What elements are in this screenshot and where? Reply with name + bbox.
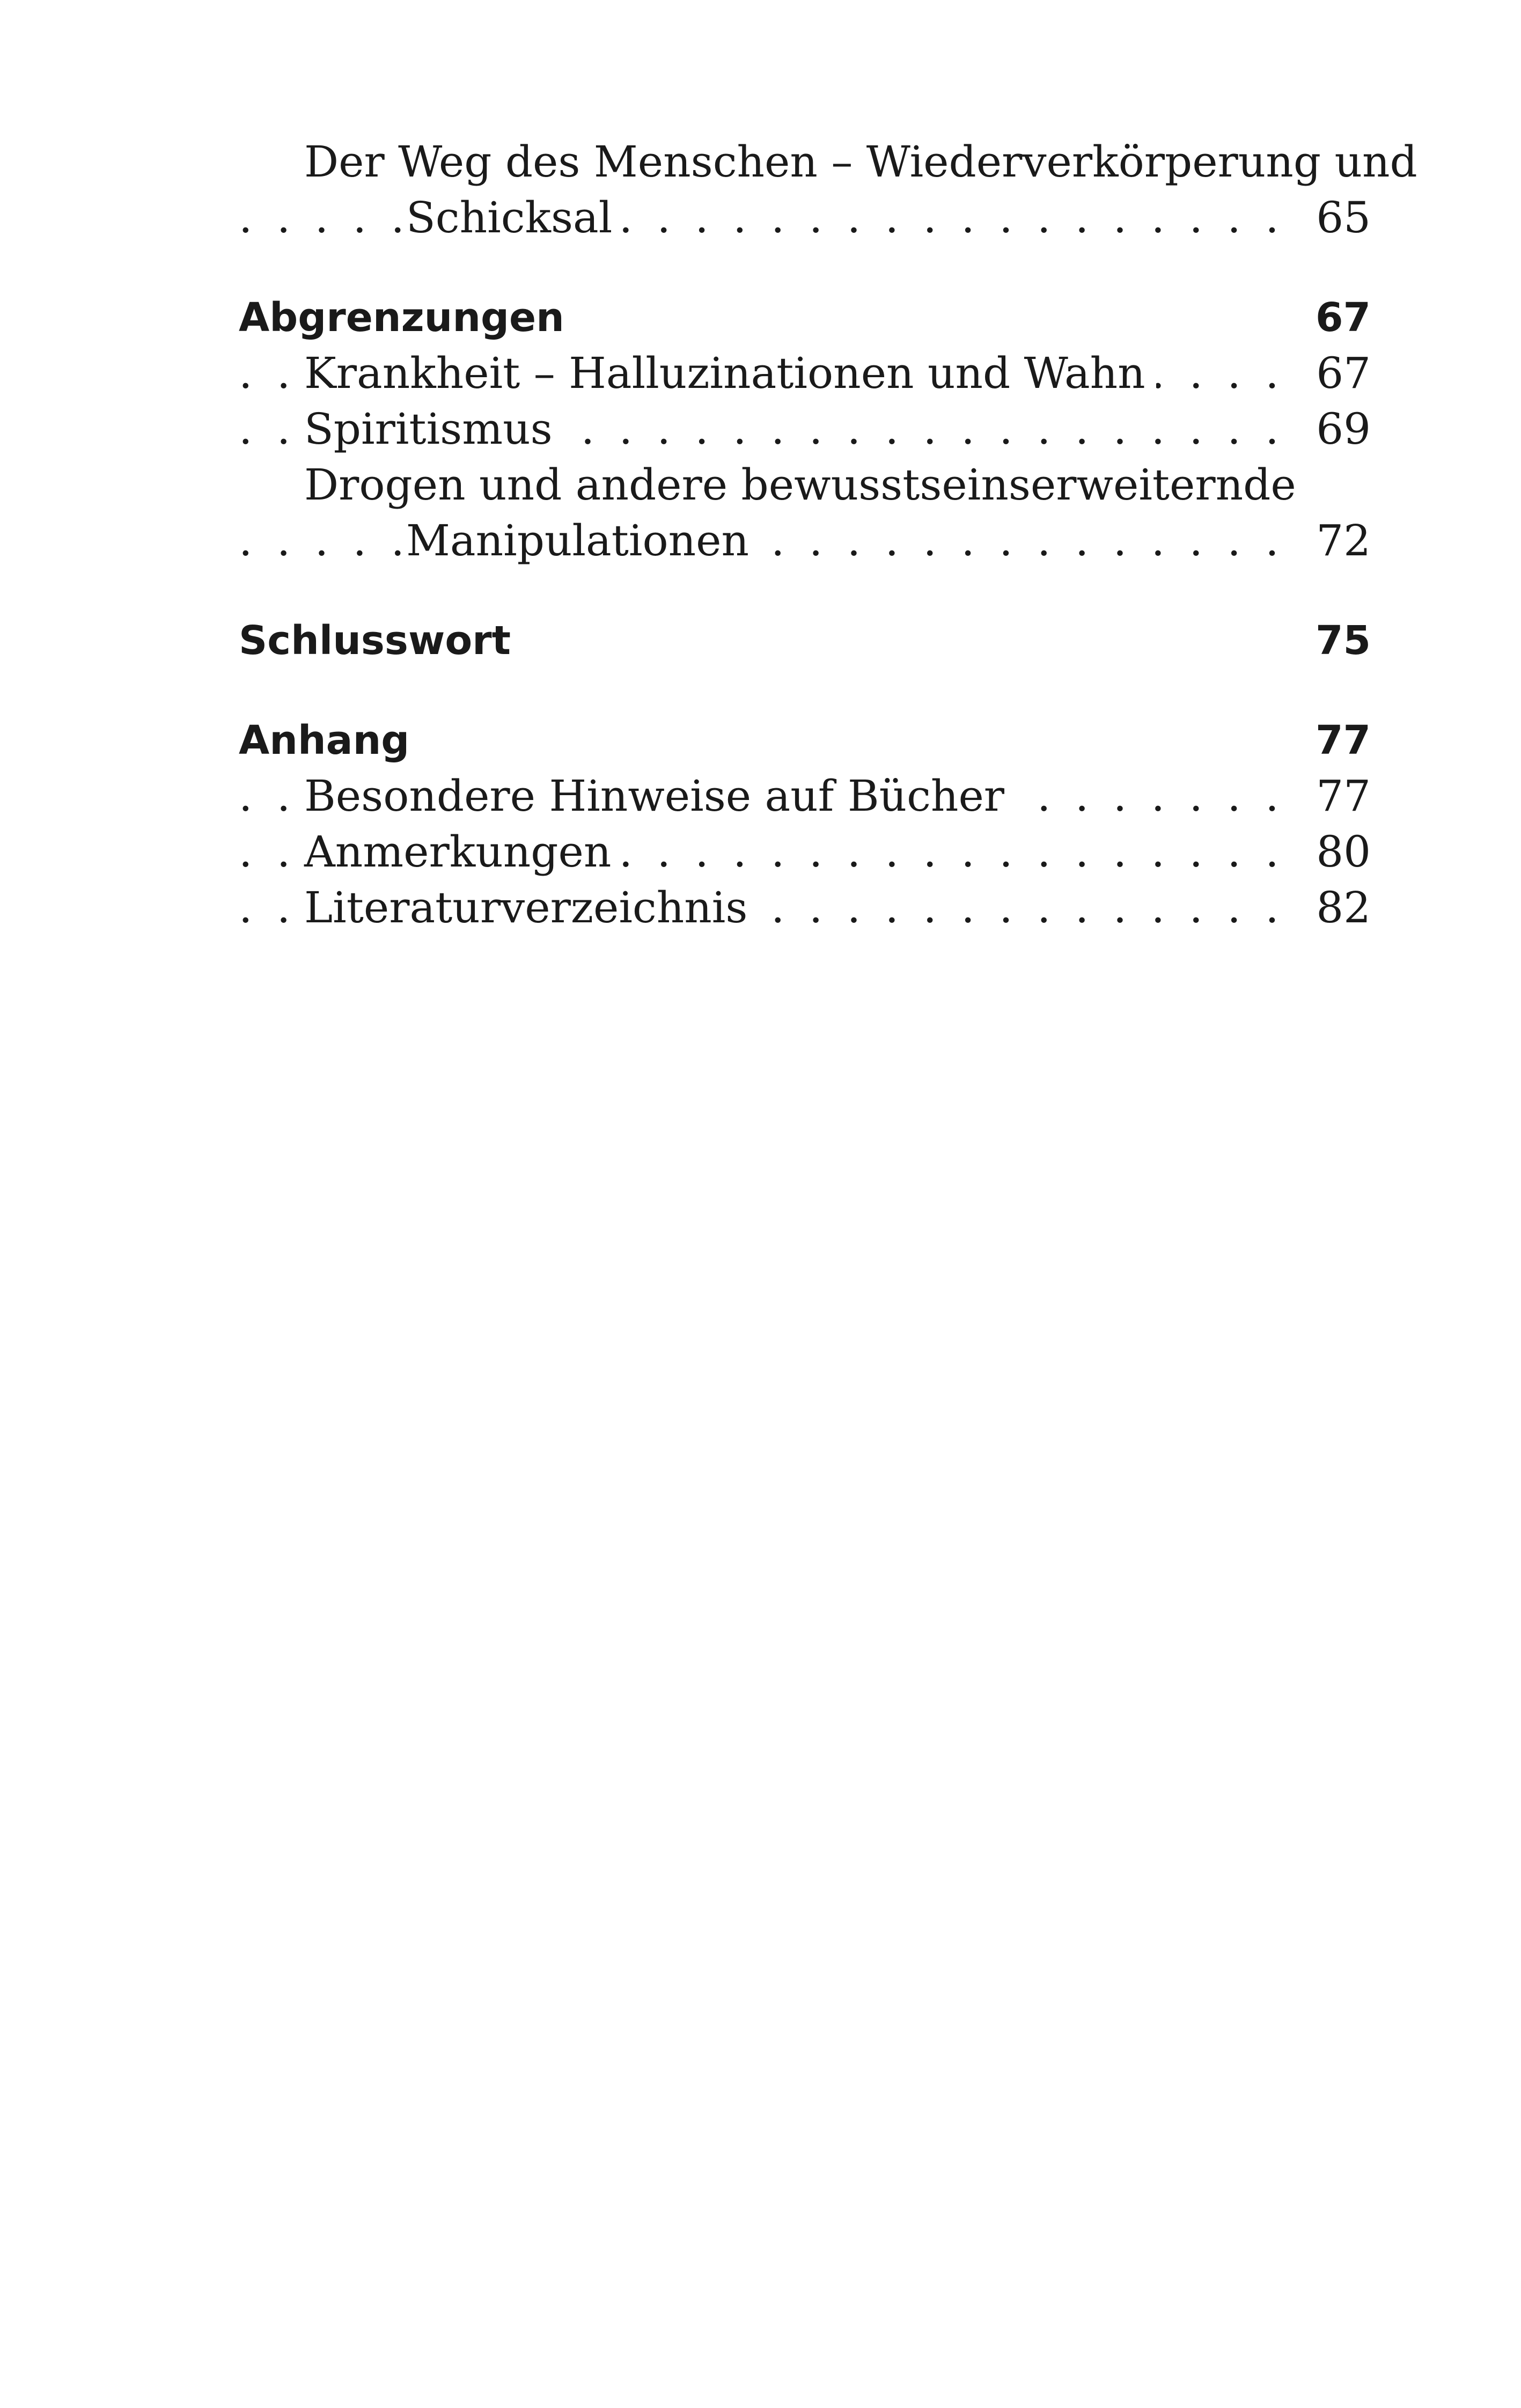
toc-page-number: 77 [1303,768,1371,824]
toc-page-number: 69 [1303,401,1371,457]
toc-page-number: 72 [1303,513,1371,569]
toc-section-page-number: 77 [1316,717,1371,763]
toc-entry-label: Der Weg des Menschen – Wiederverkörperung und [304,137,1428,187]
toc-entry-label: Krankheit – Halluzinationen und Wahn [304,348,1156,398]
toc-entry-label: Literaturverzeichnis [304,883,758,933]
toc-section-title: Schlusswort [239,618,511,664]
toc-section-page-number: 67 [1316,295,1371,341]
toc-entry-anmerkungen[interactable] [239,824,1371,880]
toc-section-schlusswort[interactable] [239,613,1371,669]
toc-entry-label: Spiritismus [304,404,563,454]
toc-entry-label: Drogen und andere bewusstseinserweiternde [304,460,1307,510]
toc-section-anhang[interactable] [239,713,1371,768]
dot-leader [239,513,1290,569]
toc-entry-hinweise[interactable] [239,768,1371,824]
dot-leader [239,190,1290,246]
toc-section-abgrenzungen[interactable] [239,290,1371,346]
toc-entry-drogen-line2[interactable] [239,513,1371,569]
toc-page-number: 67 [1303,346,1371,401]
toc-entry-drogen-line1 [239,457,1371,513]
toc-entry-literaturverzeichnis[interactable] [239,880,1371,936]
toc-entry-label: Manipulationen [406,516,760,566]
toc-entry-label: Besondere Hinweise auf Bücher [304,771,1015,821]
toc-section-title: Anhang [239,717,410,763]
toc-page-number: 65 [1303,190,1371,246]
toc-page-number: 80 [1303,824,1371,880]
toc-entry-krankheit[interactable] [239,346,1371,401]
toc-page-number: 82 [1303,880,1371,936]
table-of-contents [239,134,1417,936]
toc-entry-spiritismus[interactable] [239,401,1371,457]
toc-entry-label: Schicksal [406,193,623,243]
toc-section-title: Abgrenzungen [239,295,564,341]
toc-entry-wiederverkoerperung-line1 [239,134,1417,190]
toc-entry-label: Anmerkungen [304,827,622,877]
toc-section-page-number: 75 [1316,618,1371,664]
toc-entry-wiederverkoerperung-line2[interactable] [239,190,1371,246]
